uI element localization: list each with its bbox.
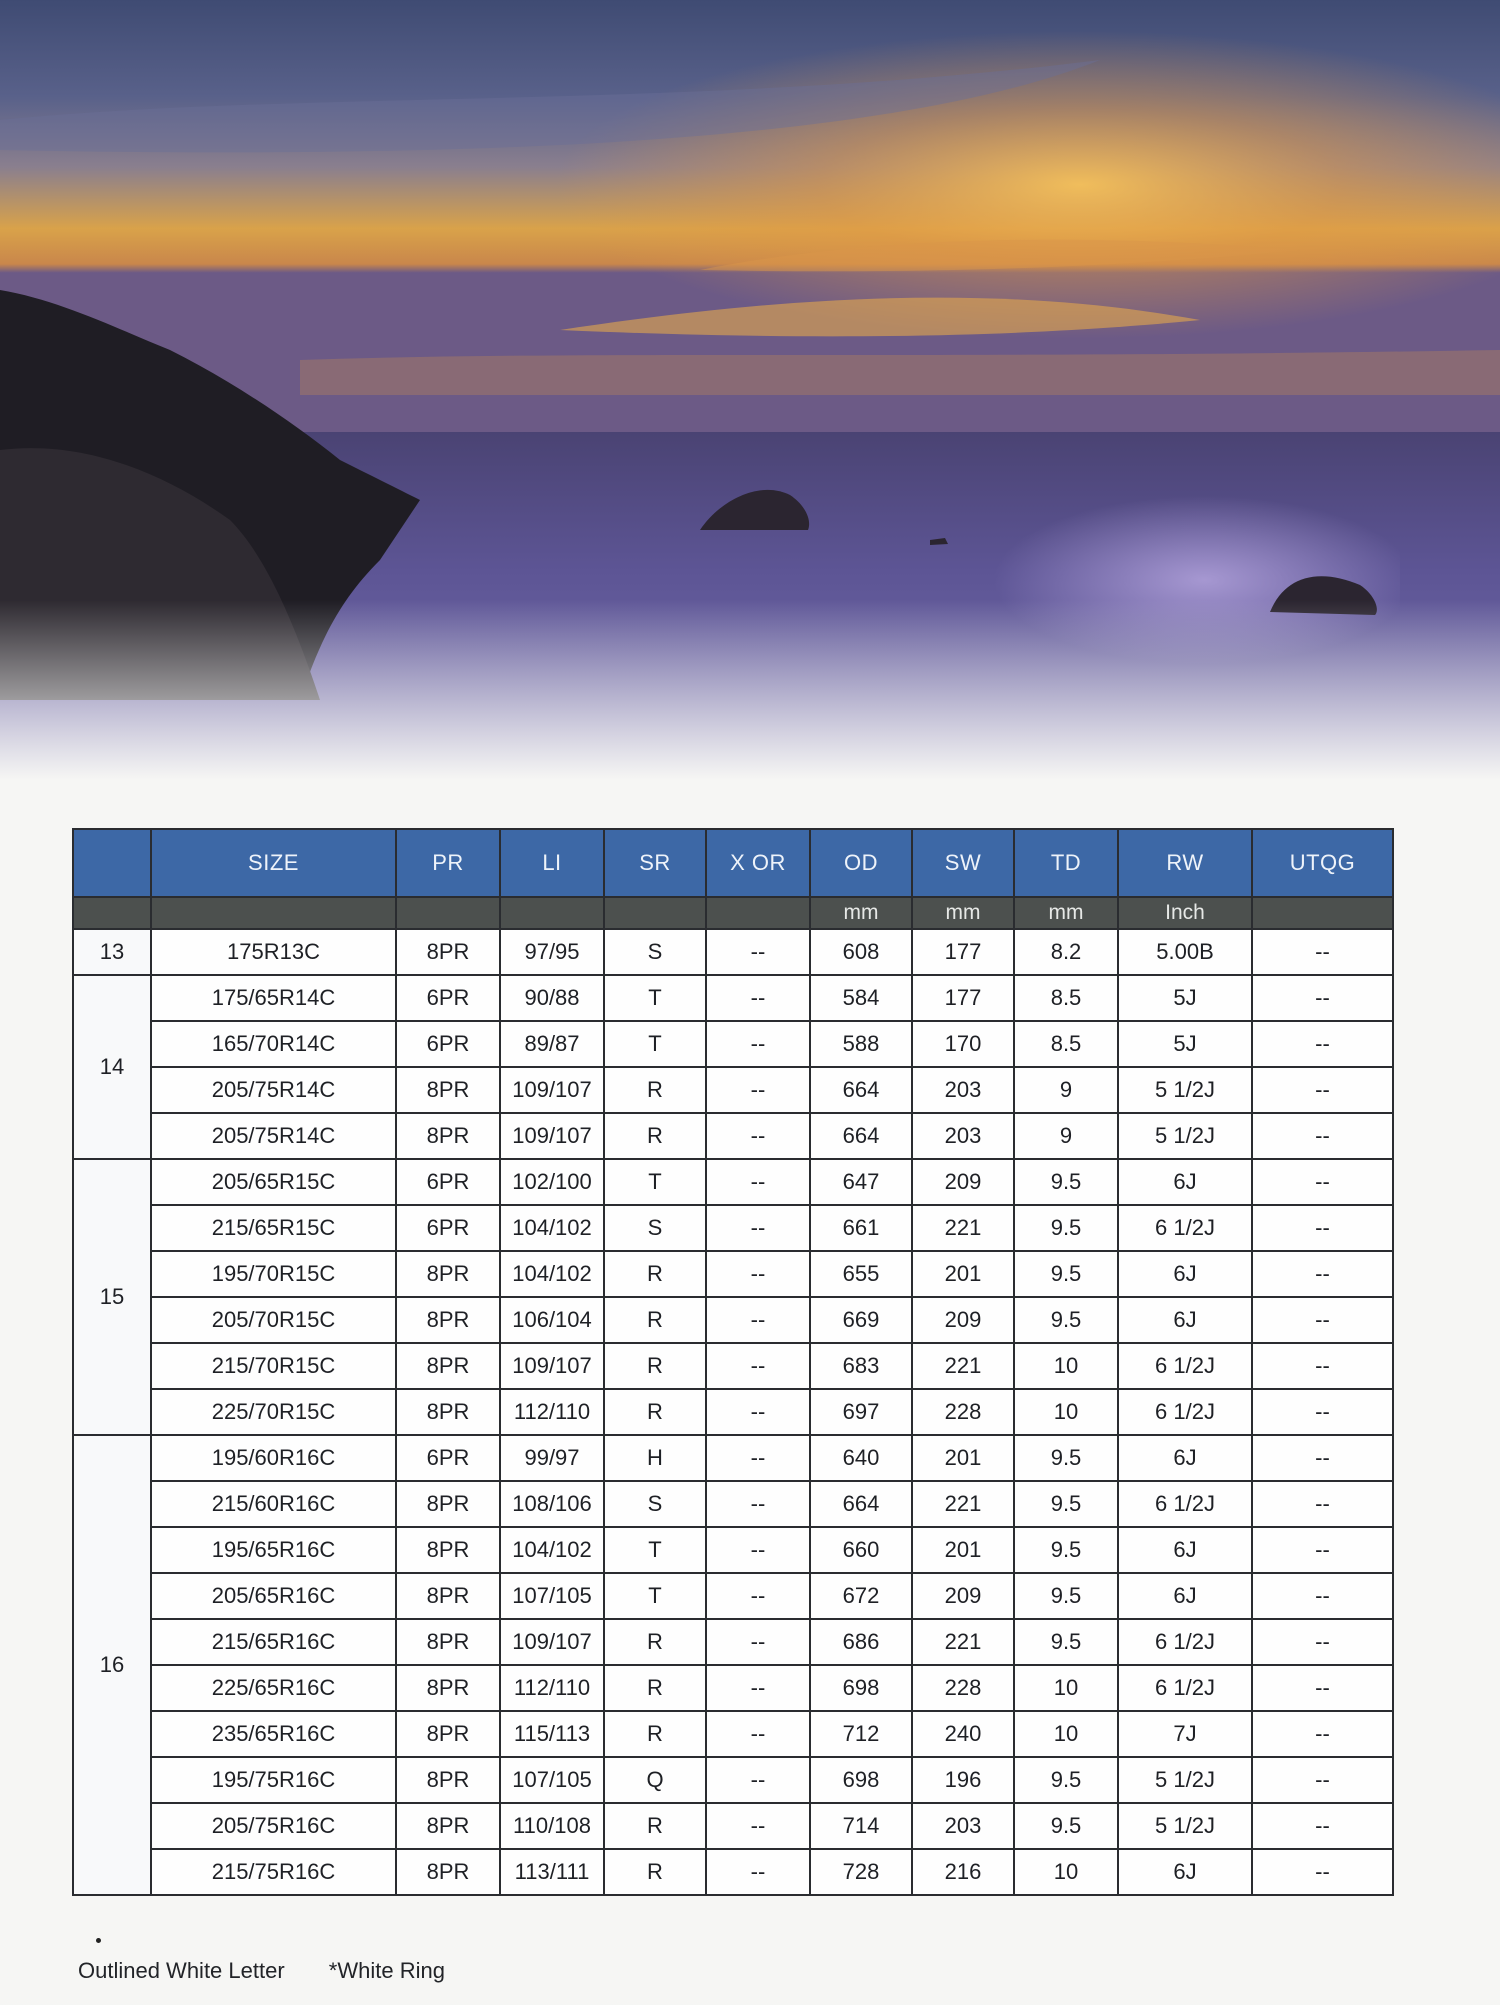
cell-size: 205/75R16C bbox=[151, 1803, 396, 1849]
table-row bbox=[73, 1067, 1393, 1113]
header-pr: PR bbox=[396, 829, 500, 897]
table-row bbox=[73, 1619, 1393, 1665]
cell-od: 661 bbox=[810, 1205, 912, 1251]
cell-size: 195/70R15C bbox=[151, 1251, 396, 1297]
cell-td: 8.2 bbox=[1014, 929, 1118, 975]
cell-rw: 6 1/2J bbox=[1118, 1619, 1252, 1665]
cell-td: 9 bbox=[1014, 1067, 1118, 1113]
cell-pr: 6PR bbox=[396, 975, 500, 1021]
cell-sr: R bbox=[604, 1067, 706, 1113]
cell-pr: 6PR bbox=[396, 1205, 500, 1251]
cell-rw: 5 1/2J bbox=[1118, 1067, 1252, 1113]
rim-size-cell: 13 bbox=[73, 929, 151, 975]
column-header-row bbox=[73, 829, 1393, 897]
cell-pr: 8PR bbox=[396, 1343, 500, 1389]
cell-td: 9.5 bbox=[1014, 1757, 1118, 1803]
cell-x-or: -- bbox=[706, 1251, 810, 1297]
table-row bbox=[73, 1343, 1393, 1389]
header-x-or: X OR bbox=[706, 829, 810, 897]
cell-x-or: -- bbox=[706, 1067, 810, 1113]
cell-td: 10 bbox=[1014, 1849, 1118, 1895]
cell-utqg: -- bbox=[1252, 1067, 1393, 1113]
cell-size: 235/65R16C bbox=[151, 1711, 396, 1757]
unit-cell bbox=[604, 897, 706, 929]
table-row bbox=[73, 1159, 1393, 1205]
cell-td: 10 bbox=[1014, 1711, 1118, 1757]
cell-td: 9.5 bbox=[1014, 1435, 1118, 1481]
cell-utqg: -- bbox=[1252, 975, 1393, 1021]
footnote-white-ring: *White Ring bbox=[328, 1958, 445, 1983]
cell-utqg: -- bbox=[1252, 1619, 1393, 1665]
cell-size: 195/75R16C bbox=[151, 1757, 396, 1803]
cell-size: 215/65R15C bbox=[151, 1205, 396, 1251]
cell-sr: R bbox=[604, 1803, 706, 1849]
cell-x-or: -- bbox=[706, 1481, 810, 1527]
cell-li: 110/108 bbox=[500, 1803, 604, 1849]
table-row bbox=[73, 1757, 1393, 1803]
cell-x-or: -- bbox=[706, 1389, 810, 1435]
cell-sw: 221 bbox=[912, 1619, 1014, 1665]
cell-od: 672 bbox=[810, 1573, 912, 1619]
cell-sr: R bbox=[604, 1849, 706, 1895]
cell-li: 99/97 bbox=[500, 1435, 604, 1481]
cell-utqg: -- bbox=[1252, 1711, 1393, 1757]
cell-sw: 240 bbox=[912, 1711, 1014, 1757]
cell-sw: 221 bbox=[912, 1205, 1014, 1251]
cell-od: 664 bbox=[810, 1481, 912, 1527]
cell-li: 97/95 bbox=[500, 929, 604, 975]
cell-sw: 221 bbox=[912, 1343, 1014, 1389]
cell-sw: 201 bbox=[912, 1527, 1014, 1573]
cell-x-or: -- bbox=[706, 1113, 810, 1159]
bullet-dot bbox=[96, 1938, 101, 1943]
cell-utqg: -- bbox=[1252, 1665, 1393, 1711]
table-row bbox=[73, 1849, 1393, 1895]
cell-od: 640 bbox=[810, 1435, 912, 1481]
cell-rw: 6J bbox=[1118, 1573, 1252, 1619]
header-od: OD bbox=[810, 829, 912, 897]
cell-utqg: -- bbox=[1252, 1205, 1393, 1251]
unit-cell bbox=[396, 897, 500, 929]
cell-rw: 5.00B bbox=[1118, 929, 1252, 975]
cell-od: 698 bbox=[810, 1757, 912, 1803]
cell-li: 107/105 bbox=[500, 1573, 604, 1619]
unit-cell bbox=[1252, 897, 1393, 929]
cell-pr: 8PR bbox=[396, 1711, 500, 1757]
cell-rw: 6J bbox=[1118, 1849, 1252, 1895]
cell-rw: 6 1/2J bbox=[1118, 1665, 1252, 1711]
cell-sr: T bbox=[604, 975, 706, 1021]
cell-rw: 5 1/2J bbox=[1118, 1113, 1252, 1159]
cell-pr: 8PR bbox=[396, 1481, 500, 1527]
table-row bbox=[73, 1021, 1393, 1067]
cell-pr: 8PR bbox=[396, 1389, 500, 1435]
cell-size: 205/75R14C bbox=[151, 1113, 396, 1159]
cell-pr: 8PR bbox=[396, 1619, 500, 1665]
cell-x-or: -- bbox=[706, 1527, 810, 1573]
cell-sr: T bbox=[604, 1573, 706, 1619]
cell-rw: 6 1/2J bbox=[1118, 1205, 1252, 1251]
cell-x-or: -- bbox=[706, 1435, 810, 1481]
cell-rw: 6 1/2J bbox=[1118, 1343, 1252, 1389]
cell-td: 8.5 bbox=[1014, 975, 1118, 1021]
unit-cell bbox=[73, 897, 151, 929]
unit-sw: mm bbox=[912, 897, 1014, 929]
cell-td: 9.5 bbox=[1014, 1205, 1118, 1251]
cell-li: 90/88 bbox=[500, 975, 604, 1021]
cell-size: 215/65R16C bbox=[151, 1619, 396, 1665]
cell-pr: 8PR bbox=[396, 1297, 500, 1343]
cell-x-or: -- bbox=[706, 929, 810, 975]
cell-x-or: -- bbox=[706, 975, 810, 1021]
cell-od: 584 bbox=[810, 975, 912, 1021]
cell-size: 195/65R16C bbox=[151, 1527, 396, 1573]
cell-pr: 8PR bbox=[396, 1849, 500, 1895]
cell-sr: H bbox=[604, 1435, 706, 1481]
header-rw: RW bbox=[1118, 829, 1252, 897]
cell-li: 115/113 bbox=[500, 1711, 604, 1757]
table-row bbox=[73, 1481, 1393, 1527]
cell-sr: R bbox=[604, 1343, 706, 1389]
cell-x-or: -- bbox=[706, 1849, 810, 1895]
table-body bbox=[73, 929, 1393, 1895]
cell-pr: 8PR bbox=[396, 1527, 500, 1573]
cell-li: 113/111 bbox=[500, 1849, 604, 1895]
cell-od: 697 bbox=[810, 1389, 912, 1435]
hero-sunset-photo bbox=[0, 0, 1500, 780]
unit-od: mm bbox=[810, 897, 912, 929]
cell-size: 205/75R14C bbox=[151, 1067, 396, 1113]
cell-sw: 177 bbox=[912, 929, 1014, 975]
cell-sr: S bbox=[604, 1205, 706, 1251]
cell-utqg: -- bbox=[1252, 929, 1393, 975]
cell-size: 165/70R14C bbox=[151, 1021, 396, 1067]
cell-x-or: -- bbox=[706, 1021, 810, 1067]
cell-od: 588 bbox=[810, 1021, 912, 1067]
cell-td: 9.5 bbox=[1014, 1481, 1118, 1527]
header-sr: SR bbox=[604, 829, 706, 897]
unit-cell bbox=[151, 897, 396, 929]
cell-sr: R bbox=[604, 1251, 706, 1297]
cell-pr: 6PR bbox=[396, 1159, 500, 1205]
cell-td: 9.5 bbox=[1014, 1573, 1118, 1619]
table-row bbox=[73, 975, 1393, 1021]
cell-size: 225/65R16C bbox=[151, 1665, 396, 1711]
cell-sr: S bbox=[604, 929, 706, 975]
cell-li: 104/102 bbox=[500, 1251, 604, 1297]
cell-utqg: -- bbox=[1252, 1757, 1393, 1803]
cell-sr: T bbox=[604, 1021, 706, 1067]
footnote-outlined: Outlined White Letter bbox=[78, 1958, 285, 1983]
table-row bbox=[73, 1297, 1393, 1343]
cell-x-or: -- bbox=[706, 1205, 810, 1251]
cell-li: 109/107 bbox=[500, 1067, 604, 1113]
cell-size: 225/70R15C bbox=[151, 1389, 396, 1435]
cell-od: 664 bbox=[810, 1113, 912, 1159]
cell-li: 104/102 bbox=[500, 1527, 604, 1573]
cell-od: 664 bbox=[810, 1067, 912, 1113]
unit-rw: Inch bbox=[1118, 897, 1252, 929]
cell-td: 9.5 bbox=[1014, 1297, 1118, 1343]
cell-pr: 8PR bbox=[396, 1067, 500, 1113]
cell-x-or: -- bbox=[706, 1159, 810, 1205]
cell-utqg: -- bbox=[1252, 1573, 1393, 1619]
cell-od: 669 bbox=[810, 1297, 912, 1343]
cell-size: 215/75R16C bbox=[151, 1849, 396, 1895]
cell-sw: 209 bbox=[912, 1297, 1014, 1343]
cell-x-or: -- bbox=[706, 1711, 810, 1757]
cell-x-or: -- bbox=[706, 1665, 810, 1711]
cell-size: 205/65R16C bbox=[151, 1573, 396, 1619]
cell-td: 9.5 bbox=[1014, 1527, 1118, 1573]
cell-rw: 5 1/2J bbox=[1118, 1757, 1252, 1803]
cell-td: 9.5 bbox=[1014, 1619, 1118, 1665]
cell-pr: 8PR bbox=[396, 929, 500, 975]
unit-td: mm bbox=[1014, 897, 1118, 929]
header-rim bbox=[73, 829, 151, 897]
cell-utqg: -- bbox=[1252, 1021, 1393, 1067]
cell-sr: R bbox=[604, 1389, 706, 1435]
cell-size: 215/70R15C bbox=[151, 1343, 396, 1389]
cell-sw: 201 bbox=[912, 1435, 1014, 1481]
unit-cell bbox=[500, 897, 604, 929]
cell-od: 728 bbox=[810, 1849, 912, 1895]
cell-x-or: -- bbox=[706, 1757, 810, 1803]
cell-rw: 6 1/2J bbox=[1118, 1481, 1252, 1527]
table-row bbox=[73, 1711, 1393, 1757]
cell-rw: 6J bbox=[1118, 1251, 1252, 1297]
cell-sr: R bbox=[604, 1113, 706, 1159]
rim-size-cell: 15 bbox=[73, 1159, 151, 1435]
cell-sw: 209 bbox=[912, 1159, 1014, 1205]
cell-od: 714 bbox=[810, 1803, 912, 1849]
cell-sw: 216 bbox=[912, 1849, 1014, 1895]
cell-td: 9.5 bbox=[1014, 1251, 1118, 1297]
table-row bbox=[73, 1435, 1393, 1481]
header-li: LI bbox=[500, 829, 604, 897]
cell-od: 655 bbox=[810, 1251, 912, 1297]
cell-sw: 221 bbox=[912, 1481, 1014, 1527]
cell-sr: S bbox=[604, 1481, 706, 1527]
cell-td: 8.5 bbox=[1014, 1021, 1118, 1067]
cell-utqg: -- bbox=[1252, 1849, 1393, 1895]
cell-sr: Q bbox=[604, 1757, 706, 1803]
cell-li: 104/102 bbox=[500, 1205, 604, 1251]
cell-utqg: -- bbox=[1252, 1803, 1393, 1849]
unit-cell bbox=[706, 897, 810, 929]
cell-x-or: -- bbox=[706, 1803, 810, 1849]
cell-rw: 5J bbox=[1118, 975, 1252, 1021]
cell-sr: R bbox=[604, 1619, 706, 1665]
cell-rw: 6J bbox=[1118, 1527, 1252, 1573]
cell-pr: 8PR bbox=[396, 1251, 500, 1297]
table-row bbox=[73, 1573, 1393, 1619]
sunset-coast-image bbox=[0, 0, 1500, 780]
cell-sw: 203 bbox=[912, 1067, 1014, 1113]
header-sw: SW bbox=[912, 829, 1014, 897]
cell-rw: 6 1/2J bbox=[1118, 1389, 1252, 1435]
cell-pr: 8PR bbox=[396, 1803, 500, 1849]
cell-td: 10 bbox=[1014, 1665, 1118, 1711]
cell-x-or: -- bbox=[706, 1619, 810, 1665]
cell-utqg: -- bbox=[1252, 1435, 1393, 1481]
cell-td: 9 bbox=[1014, 1113, 1118, 1159]
cell-size: 215/60R16C bbox=[151, 1481, 396, 1527]
cell-rw: 6J bbox=[1118, 1297, 1252, 1343]
cell-size: 195/60R16C bbox=[151, 1435, 396, 1481]
unit-row bbox=[73, 897, 1393, 929]
cell-rw: 5 1/2J bbox=[1118, 1803, 1252, 1849]
cell-sr: T bbox=[604, 1159, 706, 1205]
cell-sw: 209 bbox=[912, 1573, 1014, 1619]
cell-od: 647 bbox=[810, 1159, 912, 1205]
cell-li: 102/100 bbox=[500, 1159, 604, 1205]
cell-li: 112/110 bbox=[500, 1389, 604, 1435]
cell-li: 107/105 bbox=[500, 1757, 604, 1803]
cell-pr: 6PR bbox=[396, 1435, 500, 1481]
cell-li: 109/107 bbox=[500, 1113, 604, 1159]
cell-utqg: -- bbox=[1252, 1297, 1393, 1343]
cell-sw: 177 bbox=[912, 975, 1014, 1021]
cell-rw: 6J bbox=[1118, 1159, 1252, 1205]
cell-rw: 7J bbox=[1118, 1711, 1252, 1757]
tire-spec-table bbox=[72, 828, 1394, 1896]
cell-td: 9.5 bbox=[1014, 1803, 1118, 1849]
table-row bbox=[73, 1803, 1393, 1849]
header-utqg: UTQG bbox=[1252, 829, 1393, 897]
cell-utqg: -- bbox=[1252, 1343, 1393, 1389]
cell-utqg: -- bbox=[1252, 1527, 1393, 1573]
cell-sw: 201 bbox=[912, 1251, 1014, 1297]
cell-x-or: -- bbox=[706, 1297, 810, 1343]
cell-li: 106/104 bbox=[500, 1297, 604, 1343]
cell-pr: 6PR bbox=[396, 1021, 500, 1067]
cell-sr: R bbox=[604, 1711, 706, 1757]
cell-td: 10 bbox=[1014, 1389, 1118, 1435]
cell-td: 9.5 bbox=[1014, 1159, 1118, 1205]
cell-li: 109/107 bbox=[500, 1619, 604, 1665]
table-row bbox=[73, 1665, 1393, 1711]
cell-od: 698 bbox=[810, 1665, 912, 1711]
cell-utqg: -- bbox=[1252, 1113, 1393, 1159]
rim-size-cell: 14 bbox=[73, 975, 151, 1159]
cell-sw: 203 bbox=[912, 1803, 1014, 1849]
table-row bbox=[73, 1113, 1393, 1159]
rim-size-cell: 16 bbox=[73, 1435, 151, 1895]
cell-sw: 228 bbox=[912, 1665, 1014, 1711]
cell-od: 683 bbox=[810, 1343, 912, 1389]
table-row bbox=[73, 1389, 1393, 1435]
cell-pr: 8PR bbox=[396, 1573, 500, 1619]
cell-utqg: -- bbox=[1252, 1159, 1393, 1205]
cell-od: 608 bbox=[810, 929, 912, 975]
table-row bbox=[73, 1251, 1393, 1297]
cell-size: 175/65R14C bbox=[151, 975, 396, 1021]
header-td: TD bbox=[1014, 829, 1118, 897]
cell-x-or: -- bbox=[706, 1343, 810, 1389]
cell-li: 112/110 bbox=[500, 1665, 604, 1711]
cell-od: 660 bbox=[810, 1527, 912, 1573]
cell-sw: 203 bbox=[912, 1113, 1014, 1159]
cell-li: 108/106 bbox=[500, 1481, 604, 1527]
cell-li: 109/107 bbox=[500, 1343, 604, 1389]
cell-size: 205/70R15C bbox=[151, 1297, 396, 1343]
table-row bbox=[73, 929, 1393, 975]
cell-x-or: -- bbox=[706, 1573, 810, 1619]
cell-sr: R bbox=[604, 1297, 706, 1343]
cell-utqg: -- bbox=[1252, 1389, 1393, 1435]
table-row bbox=[73, 1205, 1393, 1251]
cell-pr: 8PR bbox=[396, 1665, 500, 1711]
cell-utqg: -- bbox=[1252, 1481, 1393, 1527]
cell-size: 175R13C bbox=[151, 929, 396, 975]
table-row bbox=[73, 1527, 1393, 1573]
cell-sr: R bbox=[604, 1665, 706, 1711]
cell-rw: 5J bbox=[1118, 1021, 1252, 1067]
cell-td: 10 bbox=[1014, 1343, 1118, 1389]
cell-pr: 8PR bbox=[396, 1757, 500, 1803]
cell-pr: 8PR bbox=[396, 1113, 500, 1159]
cell-sw: 170 bbox=[912, 1021, 1014, 1067]
cell-od: 686 bbox=[810, 1619, 912, 1665]
cell-sw: 228 bbox=[912, 1389, 1014, 1435]
cell-size: 205/65R15C bbox=[151, 1159, 396, 1205]
cell-sw: 196 bbox=[912, 1757, 1014, 1803]
cell-utqg: -- bbox=[1252, 1251, 1393, 1297]
cell-li: 89/87 bbox=[500, 1021, 604, 1067]
cell-rw: 6J bbox=[1118, 1435, 1252, 1481]
header-size: SIZE bbox=[151, 829, 396, 897]
cell-sr: T bbox=[604, 1527, 706, 1573]
footnote bbox=[78, 1958, 483, 1984]
cell-od: 712 bbox=[810, 1711, 912, 1757]
